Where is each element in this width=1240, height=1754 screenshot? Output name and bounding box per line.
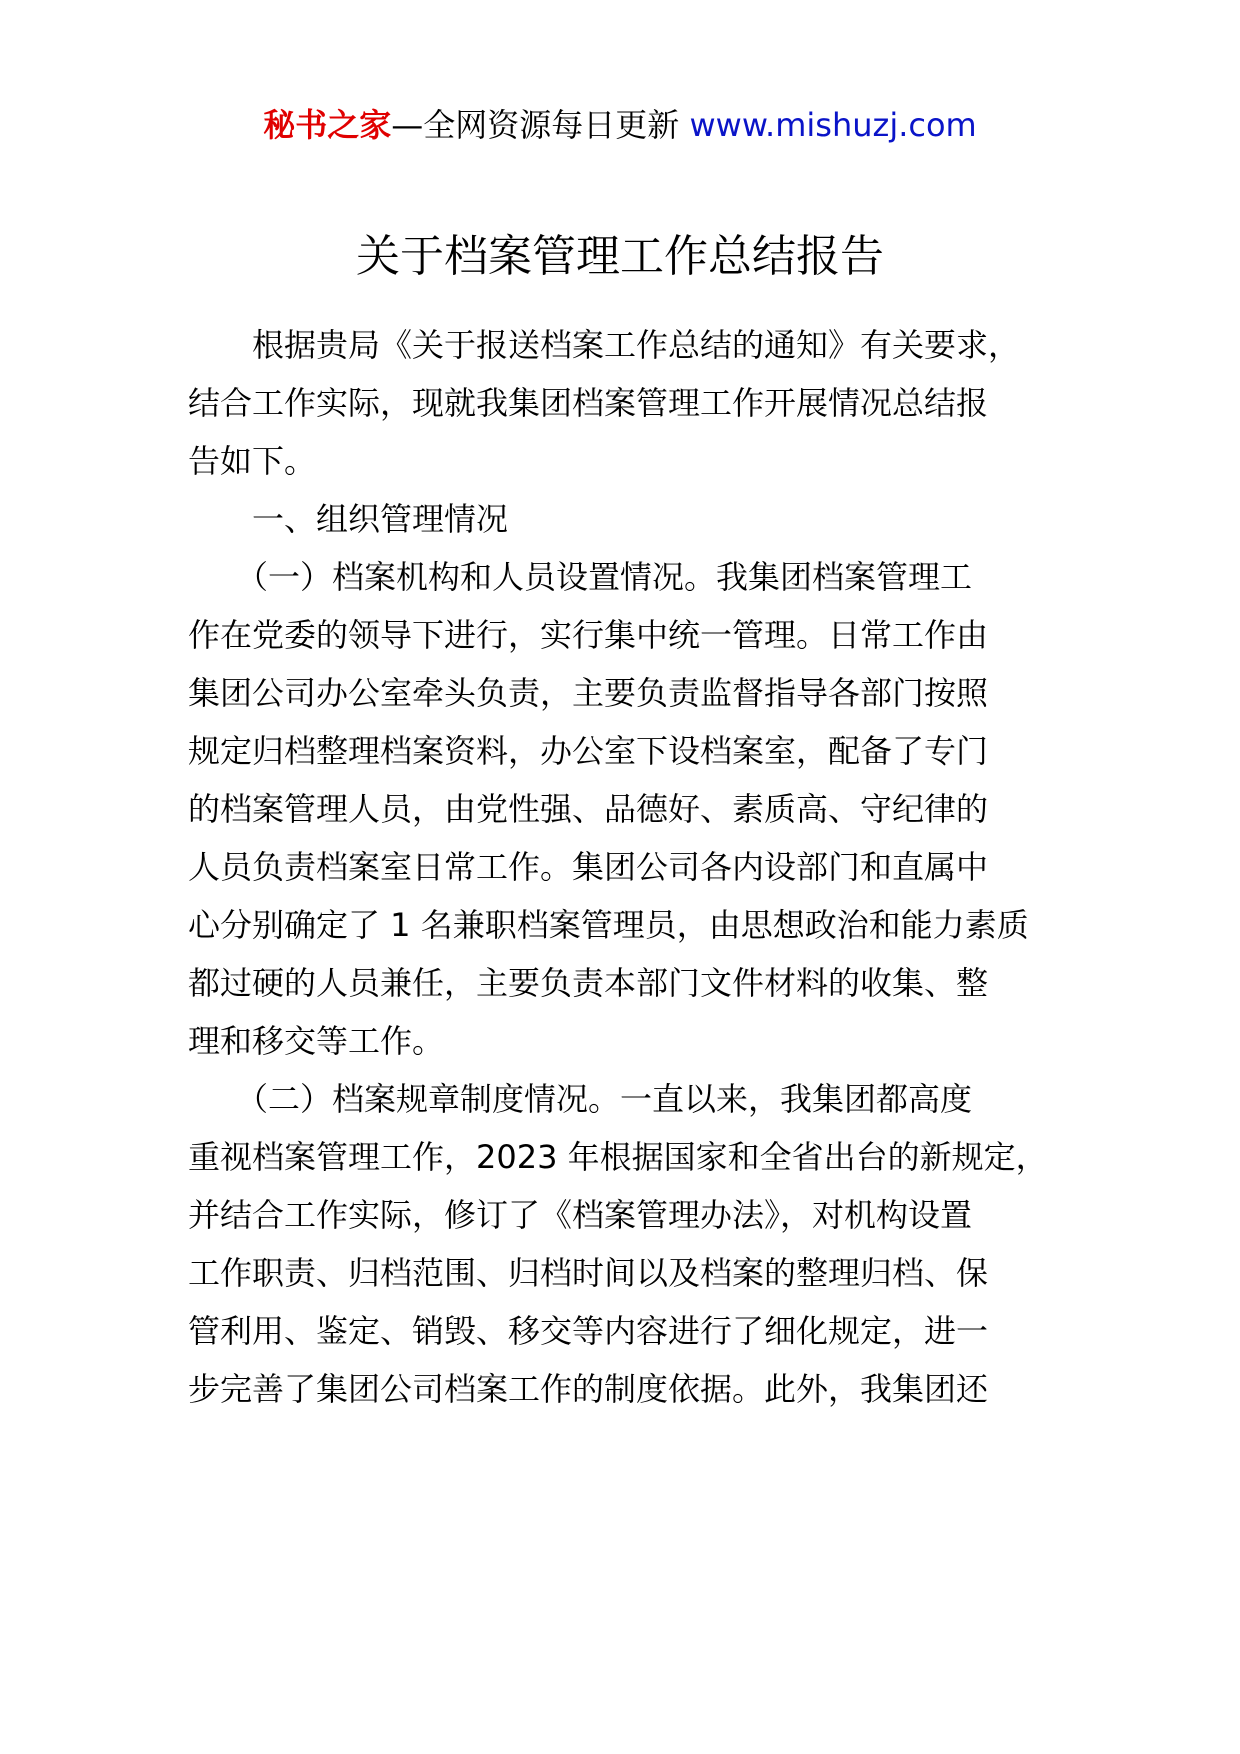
body-line: 作在党委的领导下进行，实行集中统一管理。日常工作由 [188, 616, 989, 654]
body-line: 心分别确定了 1 名兼职档案管理员，由思想政治和能力素质 [188, 906, 1029, 944]
section-heading: 一、组织管理情况 [188, 500, 509, 538]
body-line: 人员负责档案室日常工作。集团公司各内设部门和直属中 [188, 848, 989, 886]
site-url-link[interactable]: www.mishuzj.com [689, 106, 977, 144]
body-line: 并结合工作实际，修订了《档案管理办法》，对机构设置 [188, 1196, 973, 1234]
body-line: 结合工作实际，现就我集团档案管理工作开展情况总结报 [188, 384, 989, 422]
body-line: 规定归档整理档案资料，办公室下设档案室，配备了专门 [188, 732, 989, 770]
body-line: 工作职责、归档范围、归档时间以及档案的整理归档、保 [188, 1254, 989, 1292]
body-line: 都过硬的人员兼任，主要负责本部门文件材料的收集、整 [188, 964, 989, 1002]
body-line: （一）档案机构和人员设置情况。我集团档案管理工 [188, 558, 973, 596]
body-line: （二）档案规章制度情况。一直以来，我集团都高度 [188, 1080, 973, 1118]
body-line: 步完善了集团公司档案工作的制度依据。此外，我集团还 [188, 1370, 989, 1408]
brand-name: 秘书之家 [263, 106, 392, 144]
body-line: 告如下。 [188, 442, 317, 480]
body-line: 重视档案管理工作，2023 年根据国家和全省出台的新规定， [188, 1138, 1048, 1176]
site-header [0, 100, 1240, 150]
body-line: 管利用、鉴定、销毁、移交等内容进行了细化规定，进一 [188, 1312, 989, 1350]
header-slogan: —全网资源每日更新 [391, 106, 690, 144]
body-line: 的档案管理人员，由党性强、品德好、素质高、守纪律的 [188, 790, 989, 828]
body-line: 理和移交等工作。 [188, 1022, 445, 1060]
document-title: 关于档案管理工作总结报告 [356, 231, 884, 282]
body-line: 集团公司办公室牵头负责，主要负责监督指导各部门按照 [188, 674, 989, 712]
body-line: 根据贵局《关于报送档案工作总结的通知》有关要求， [188, 326, 1021, 364]
